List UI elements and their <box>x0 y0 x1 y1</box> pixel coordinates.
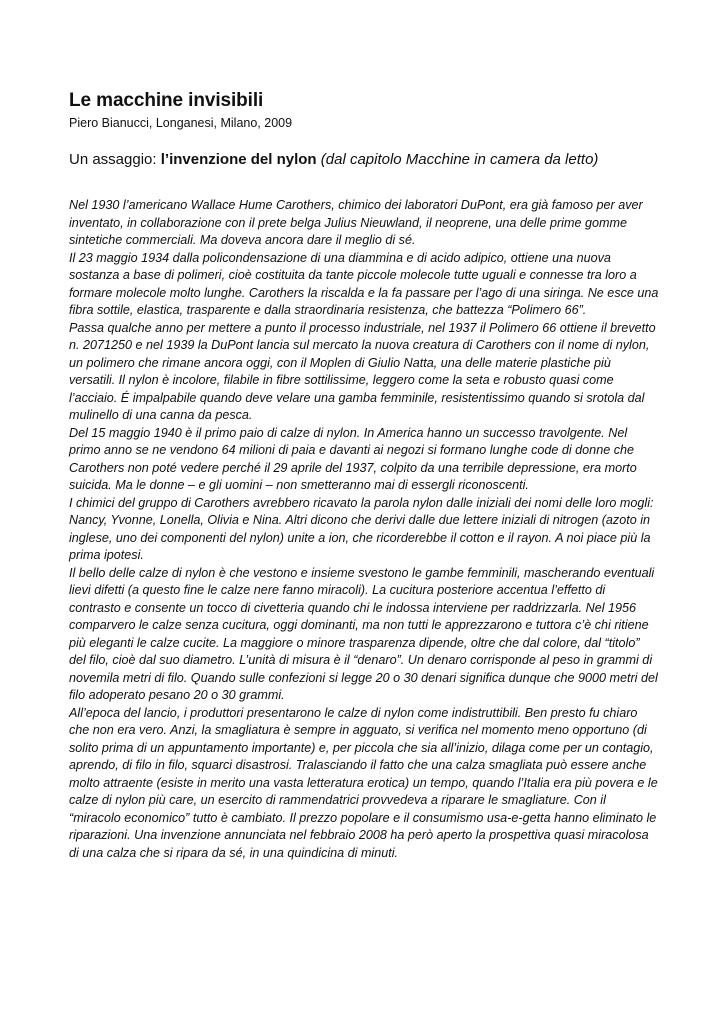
paragraph: Il 23 maggio 1934 dalla policondensazione di una diammina e di acido adipico, ottiene una nuova sostanza a base di polimeri, cioè costituita da tante piccole molecole tutte uguali e connesse tra loro a formare molecole molto lunghe. Carothers la riscalda e la fa passare per l’ago di una siringa. Ne esce una fibra sottile, elastica, trasparente e dalla straordinaria resistenza, che battezza “Polimero 66”. <box>69 250 659 317</box>
excerpt-body <box>69 197 659 862</box>
paragraph: Del 15 maggio 1940 è il primo paio di calze di nylon. In America hanno un successo travolgente. Nel primo anno se ne vendono 64 milioni di paia e davanti ai negozi si formano lunghe code di donne che Carothers non poté vedere perché il 29 aprile del 1937, colpito da una terribile depressione, era morto suicida. Ma le donne – e gli uomini – non smetteranno mai di essergli riconoscenti. <box>69 425 637 492</box>
paragraph: Nel 1930 l’americano Wallace Hume Carothers, chimico dei laboratori DuPont, era già famoso per aver inventato, in collaborazione con il prete belga Julius Nieuwland, il neoprene, una delle prime gomme sintetiche commerciali. Ma doveva ancora dare il meglio di sé. <box>69 198 643 247</box>
paragraph: All’epoca del lancio, i produttori presentarono le calze di nylon come indistruttibili. Ben presto fu chiaro che non era vero. Anzi, la smagliatura è sempre in agguato, si verifica nel momento meno opportuno (di solito prima di un appuntamento importante) e, per piccola che sia all’inizio, dilaga come per un contagio, aprendo, di filo in filo, squarci disastrosi. Tralasciando il fatto che una calza smagliata può essere anche molto attraente (esiste in merito una vasta letteratura erotica) un tempo, quando l’Italia era più povera e le calze di nylon più care, un esercito di rammendatrici provvedeva a riparare le smagliature. Con il “miracolo economico” tutto è cambiato. Il prezzo popolare e il consumismo usa-e-getta hanno eliminato le riparazioni. Una invenzione annunciata nel febbraio 2008 ha però aperto la prospettiva quasi miracolosa di una calza che si ripara da sé, in una quindicina di minuti. <box>69 705 658 860</box>
excerpt-heading <box>69 149 659 171</box>
excerpt-heading-prefix: Un assaggio: <box>69 151 161 168</box>
book-citation: Piero Bianucci, Longanesi, Milano, 2009 <box>69 116 293 130</box>
paragraph: Il bello delle calze di nylon è che vestono e insieme svestono le gambe femminili, mascherando eventuali lievi difetti (a questo fine le calze nere fanno miracoli). La cucitura posteriore accentua l’effetto di contrasto e consente un tocco di civetteria quando chi le indossa interviene per raddrizzarla. Nel 1956 comparvero le calze senza cucitura, oggi dominanti, ma non tutti le apprezzarono e tuttora c’è chi ritiene più eleganti le calze cucite. La maggiore o minore trasparenza dipende, oltre che dal colore, dal “titolo” del filo, cioè dal suo diametro. L’unità di misura è il “denaro”. Un denaro corrisponde al peso in grammi di novemila metri di filo. Quando sulle confezioni si legge 20 o 30 denari significa dunque che 9000 metri del filo adoperato pesano 20 o 30 grammi. <box>69 565 658 702</box>
paragraph: Passa qualche anno per mettere a punto il processo industriale, nel 1937 il Polimero 66 ottiene il brevetto n. 2071250 e nel 1939 la DuPont lancia sul mercato la nuova creatura di Carothers con il nome di nylon, un polimero che rimane ancora oggi, con il Moplen di Giulio Natta, una delle materie plastiche più versatili. Il nylon è incolore, filabile in fibre sottilissime, leggero come la seta e robusto quasi come l’acciaio. É impalpabile quando deve velare una gamba femminile, resistentissimo quando si srotola dal mulinello di una canna da pesca. <box>69 320 656 422</box>
document-page <box>69 88 659 862</box>
paragraph: I chimici del gruppo di Carothers avrebbero ricavato la parola nylon dalle iniziali dei nomi delle loro mogli: Nancy, Yvonne, Lonella, Olivia e Nina. Altri dicono che derivi dalle due lettere iniziali di nitrogen (azoto in inglese, uno dei componenti del nylon) unite a ion, che ricorderebbe il cotton e il rayon. A noi piace più la prima ipotesi. <box>69 495 654 562</box>
excerpt-heading-topic: l’invenzione del nylon <box>160 151 317 168</box>
excerpt-heading-chapter: (dal capitolo Macchine in camera da letto) <box>316 151 599 168</box>
document-title: Le macchine invisibili <box>69 90 264 111</box>
